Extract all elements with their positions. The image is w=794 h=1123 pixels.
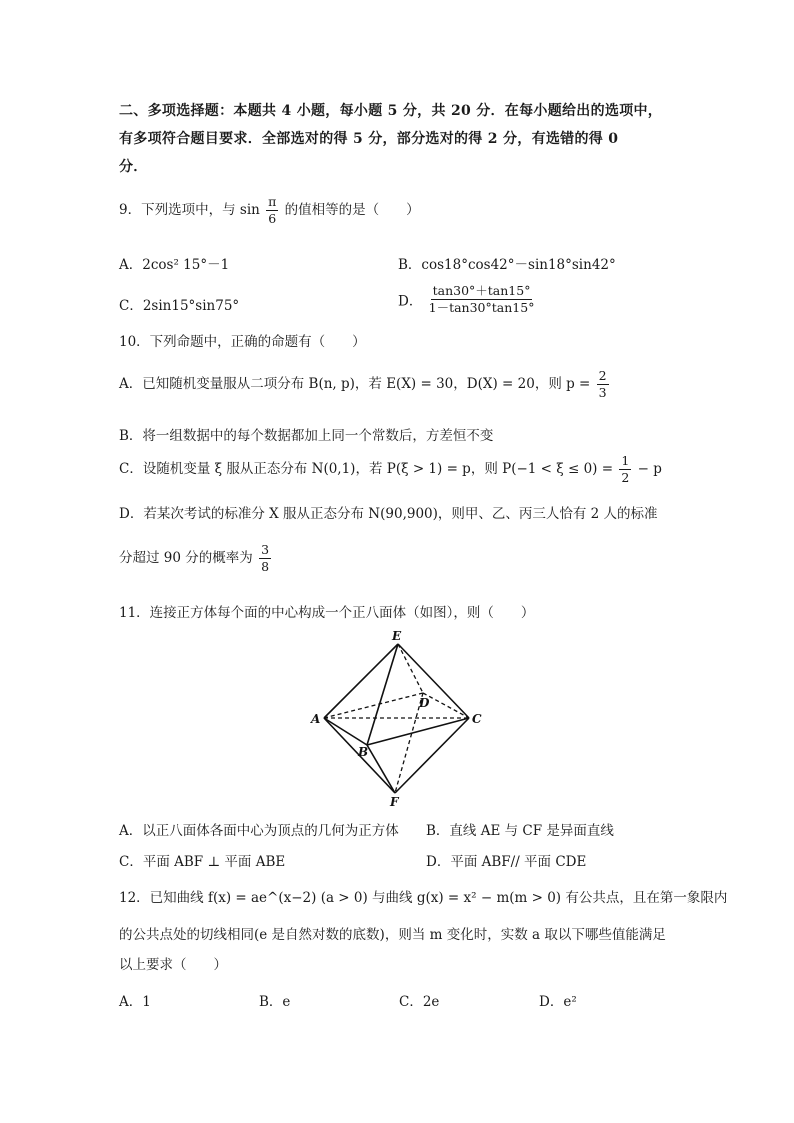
q10-option-a-text: A．已知随机变量服从二项分布 B(n, p)，若 E(X) = 30，D(X) = 20，则 p = (119, 376, 591, 392)
q10-option-a-num: 2 (598, 368, 607, 383)
edge-dc (423, 693, 469, 718)
q11-option-a: A．以正八面体各面中心为顶点的几何为正方体 (119, 823, 399, 839)
q10-option-d-line1: D．若某次考试的标准分 X 服从正态分布 N(90,900)，则甲、乙、丙三人恰有 2 人的标准 (119, 506, 658, 522)
q9-option-c: C．2sin15°sin75° (119, 298, 240, 314)
q9-stem-suffix: 的值相等的是（ ） (284, 202, 420, 218)
q12-option-a: A．1 (119, 994, 151, 1010)
q10-option-c-num: 1 (621, 453, 630, 468)
q12-line2: 的公共点处的切线相同(e 是自然对数的底数)，则当 m 变化时，实数 a 取以下哪些值能满足 (119, 927, 666, 943)
label-b: B (358, 745, 369, 759)
label-e: E (392, 629, 402, 643)
q9-option-a: A．2cos² 15°－1 (119, 257, 230, 273)
section-heading-line2: 有多项符合题目要求．全部选对的得 5 分，部分选对的得 2 分，有选错的得 0 (119, 131, 619, 147)
q9-sin: sin (239, 202, 260, 218)
q12-line3: 以上要求（ ） (119, 957, 227, 973)
q12-line1: 12．已知曲线 f(x) = ae^(x−2) (a > 0) 与曲线 g(x) = x² − m(m > 0) 有公共点，且在第一象限内 (119, 890, 728, 906)
edge-ec (398, 644, 469, 718)
q11-option-b: B．直线 AE 与 CF 是异面直线 (426, 823, 614, 839)
q12-option-c: C．2e (399, 994, 440, 1010)
q9-stem-prefix: 9．下列选项中，与 (119, 202, 236, 218)
q9-frac-num: π (268, 194, 277, 209)
q11-option-d: D．平面 ABF// 平面 CDE (426, 854, 587, 870)
section-heading-line1: 二、多项选择题：本题共 4 小题，每小题 5 分，共 20 分．在每小题给出的选项中， (119, 103, 663, 119)
q9-option-d-label: D． (398, 293, 423, 310)
q10-stem: 10．下列命题中，正确的命题有（ ） (119, 334, 366, 350)
label-d: D (419, 696, 430, 710)
q9-option-b: B．cos18°cos42°－sin18°sin42° (398, 257, 616, 273)
q10-option-c-text: C．设随机变量 ξ 服从正态分布 N(0,1)，若 P(ξ > 1) = p，则 P(−1 < ξ ≤ 0) = (119, 461, 614, 477)
q10-option-a-den: 3 (598, 385, 607, 400)
label-c: C (472, 712, 482, 726)
label-a: A (311, 712, 321, 726)
q10-option-d-num: 3 (261, 542, 270, 557)
q10-option-d-den: 8 (261, 559, 270, 574)
edge-ad (324, 693, 423, 718)
label-f: F (390, 795, 399, 809)
q9-frac-den: 6 (268, 211, 277, 226)
q10-option-b: B．将一组数据中的每个数据都加上同一个常数后，方差恒不变 (119, 428, 494, 444)
q10-option-c-tail: − p (637, 461, 662, 477)
q9-option-d-den: 1－tan30°tan15° (428, 300, 535, 315)
q10-option-c-den: 2 (621, 470, 630, 485)
q12-option-d: D．e² (539, 994, 577, 1010)
edge-ed (398, 644, 423, 693)
q11-option-c: C．平面 ABF ⊥ 平面 ABE (119, 854, 286, 870)
q12-option-b: B．e (259, 994, 291, 1010)
q10-option-d-text: 分超过 90 分的概率为 (119, 550, 253, 566)
q11-stem: 11．连接正方体每个面的中心构成一个正八面体（如图），则（ ） (119, 605, 535, 621)
edge-bc (367, 718, 469, 745)
section-heading-line3: 分． (119, 159, 148, 175)
q9-option-d-num: tan30°＋tan15° (432, 283, 531, 298)
